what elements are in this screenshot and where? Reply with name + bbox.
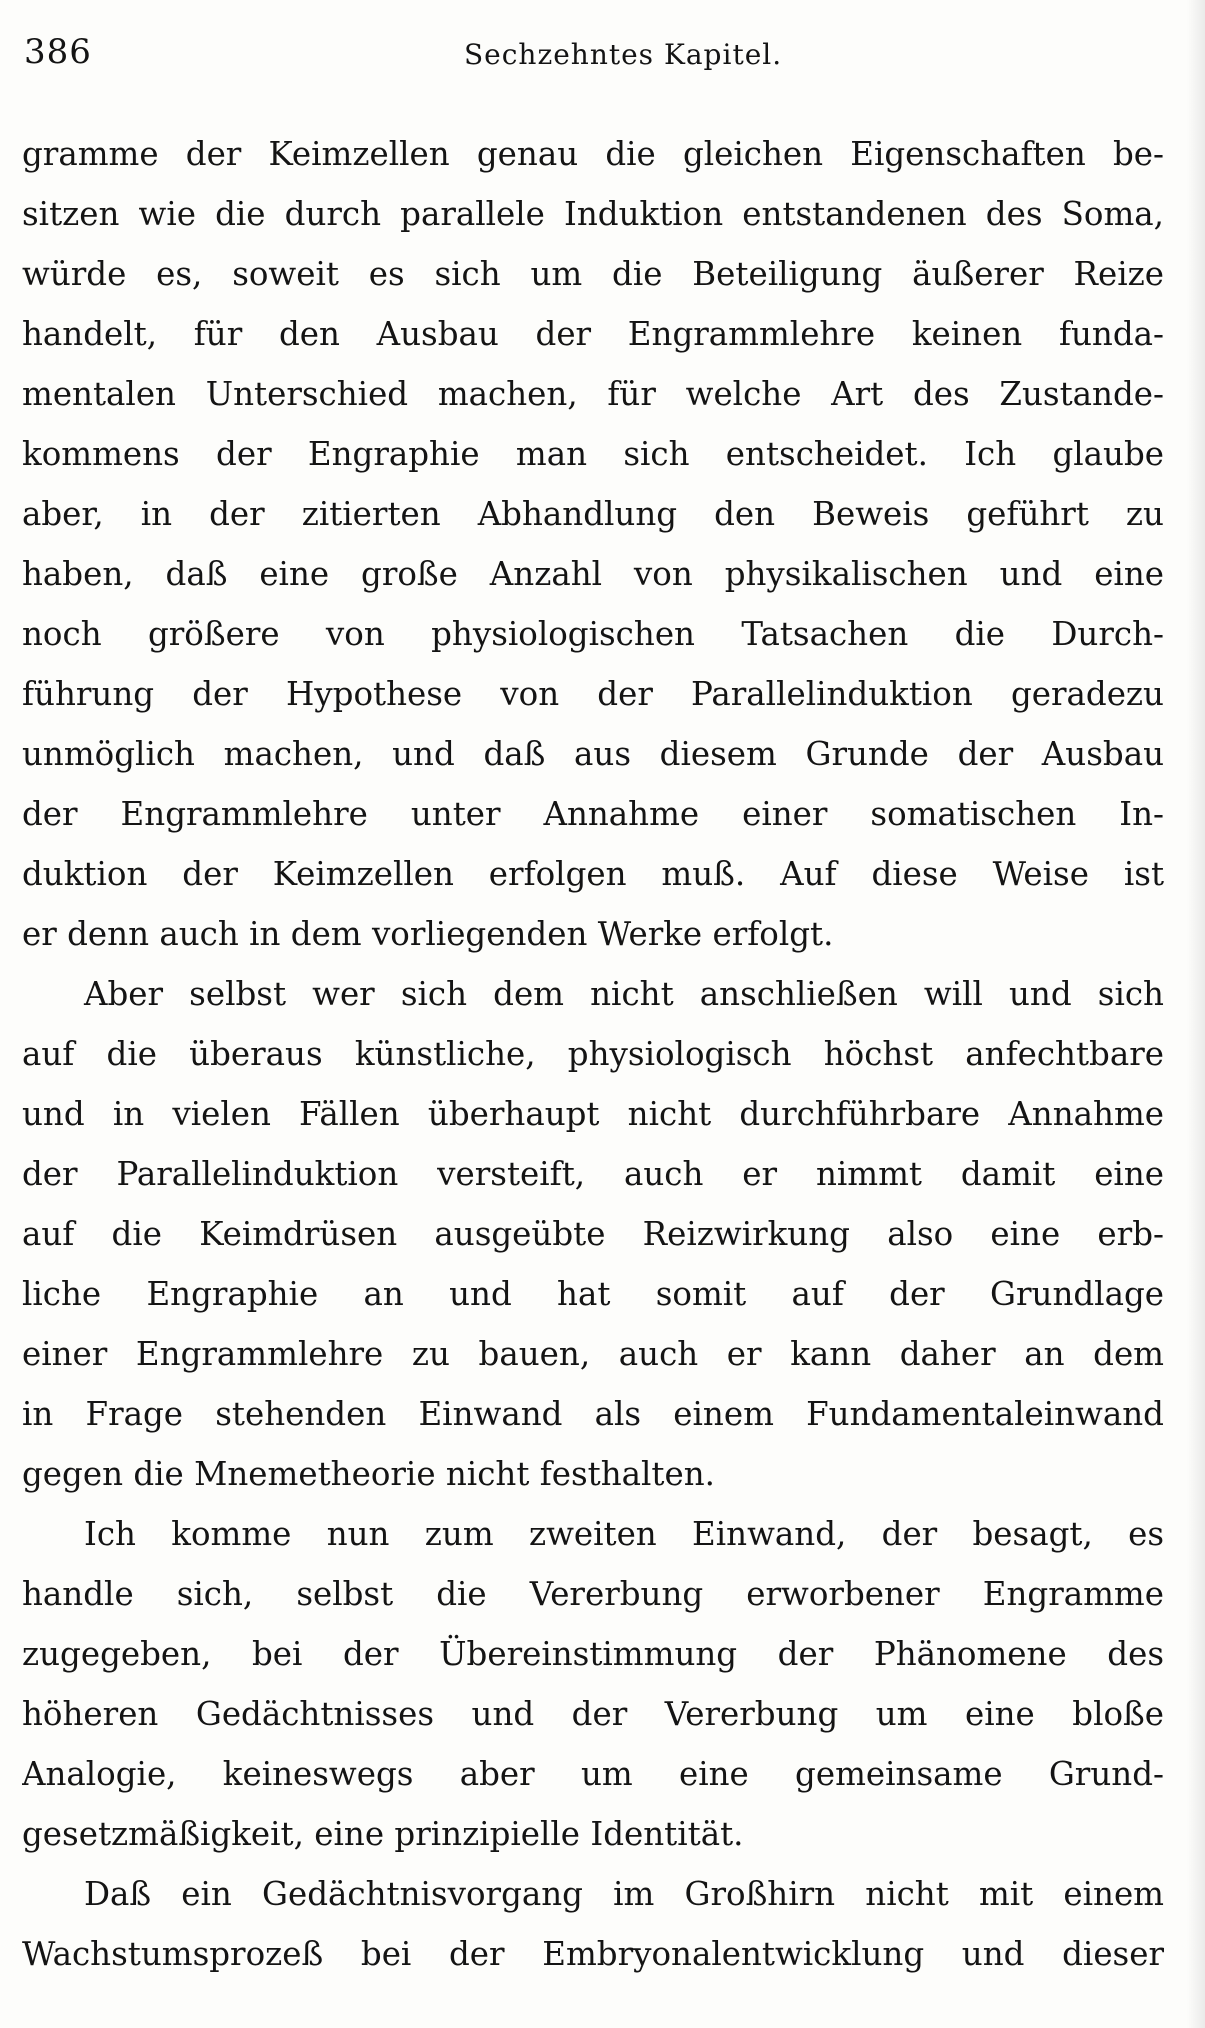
text-line: er denn auch in dem vorliegenden Werke erfolgt.	[22, 915, 834, 953]
text-line: Analogie, keineswegs aber um eine gemeinsame Grund-	[22, 1755, 1164, 1793]
text-line: gegen die Mnemetheorie nicht festhalten.	[22, 1455, 715, 1493]
text-line: höheren Gedächtnisses und der Vererbung um eine bloße	[22, 1695, 1164, 1733]
text-line: gramme der Keimzellen genau die gleichen Eigenschaften be-	[22, 135, 1164, 173]
text-line: Ich komme nun zum zweiten Einwand, der besagt, es	[84, 1515, 1164, 1553]
text-line: führung der Hypothese von der Parallelinduktion geradezu	[22, 675, 1164, 713]
text-line: Daß ein Gedächtnisvorgang im Großhirn nicht mit einem	[84, 1875, 1164, 1913]
text-line: sitzen wie die durch parallele Induktion entstandenen des Soma,	[22, 195, 1164, 233]
text-line: Aber selbst wer sich dem nicht anschließen will und sich	[84, 975, 1164, 1013]
text-line: der Parallelinduktion versteift, auch er nimmt damit eine	[22, 1155, 1164, 1193]
text-line: einer Engrammlehre zu bauen, auch er kann daher an dem	[22, 1335, 1164, 1373]
text-line: handle sich, selbst die Vererbung erworbener Engramme	[22, 1575, 1164, 1613]
text-line: würde es, soweit es sich um die Beteiligung äußerer Reize	[22, 255, 1164, 293]
page-number: 386	[24, 32, 92, 72]
text-line: auf die überaus künstliche, physiologisch höchst anfechtbare	[22, 1035, 1164, 1073]
text-line: und in vielen Fällen überhaupt nicht durchführbare Annahme	[22, 1095, 1164, 1133]
text-line: Wachstumsprozeß bei der Embryonalentwicklung und dieser	[22, 1935, 1164, 1973]
text-line: aber, in der zitierten Abhandlung den Beweis geführt zu	[22, 495, 1164, 533]
text-line: unmöglich machen, und daß aus diesem Grunde der Ausbau	[22, 735, 1164, 773]
text-line: der Engrammlehre unter Annahme einer somatischen In-	[22, 795, 1164, 833]
text-line: kommens der Engraphie man sich entscheidet. Ich glaube	[22, 435, 1164, 473]
text-line: zugegeben, bei der Übereinstimmung der Phänomene des	[22, 1635, 1164, 1673]
text-line: duktion der Keimzellen erfolgen muß. Auf diese Weise ist	[22, 855, 1164, 893]
text-line: in Frage stehenden Einwand als einem Fundamentaleinwand	[22, 1395, 1164, 1433]
text-line: noch größere von physiologischen Tatsachen die Durch-	[22, 615, 1164, 653]
running-title: Sechzehntes Kapitel.	[464, 38, 783, 71]
page-header	[24, 32, 1154, 82]
text-line: liche Engraphie an und hat somit auf der Grundlage	[22, 1275, 1164, 1313]
text-line: mentalen Unterschied machen, für welche Art des Zustande-	[22, 375, 1164, 413]
page-edge-shadow	[1187, 0, 1205, 2028]
text-line: handelt, für den Ausbau der Engrammlehre keinen funda-	[22, 315, 1164, 353]
body-text	[22, 124, 1164, 1984]
text-line: haben, daß eine große Anzahl von physikalischen und eine	[22, 555, 1164, 593]
text-line: auf die Keimdrüsen ausgeübte Reizwirkung also eine erb-	[22, 1215, 1164, 1253]
text-line: gesetzmäßigkeit, eine prinzipielle Identität.	[22, 1815, 744, 1853]
